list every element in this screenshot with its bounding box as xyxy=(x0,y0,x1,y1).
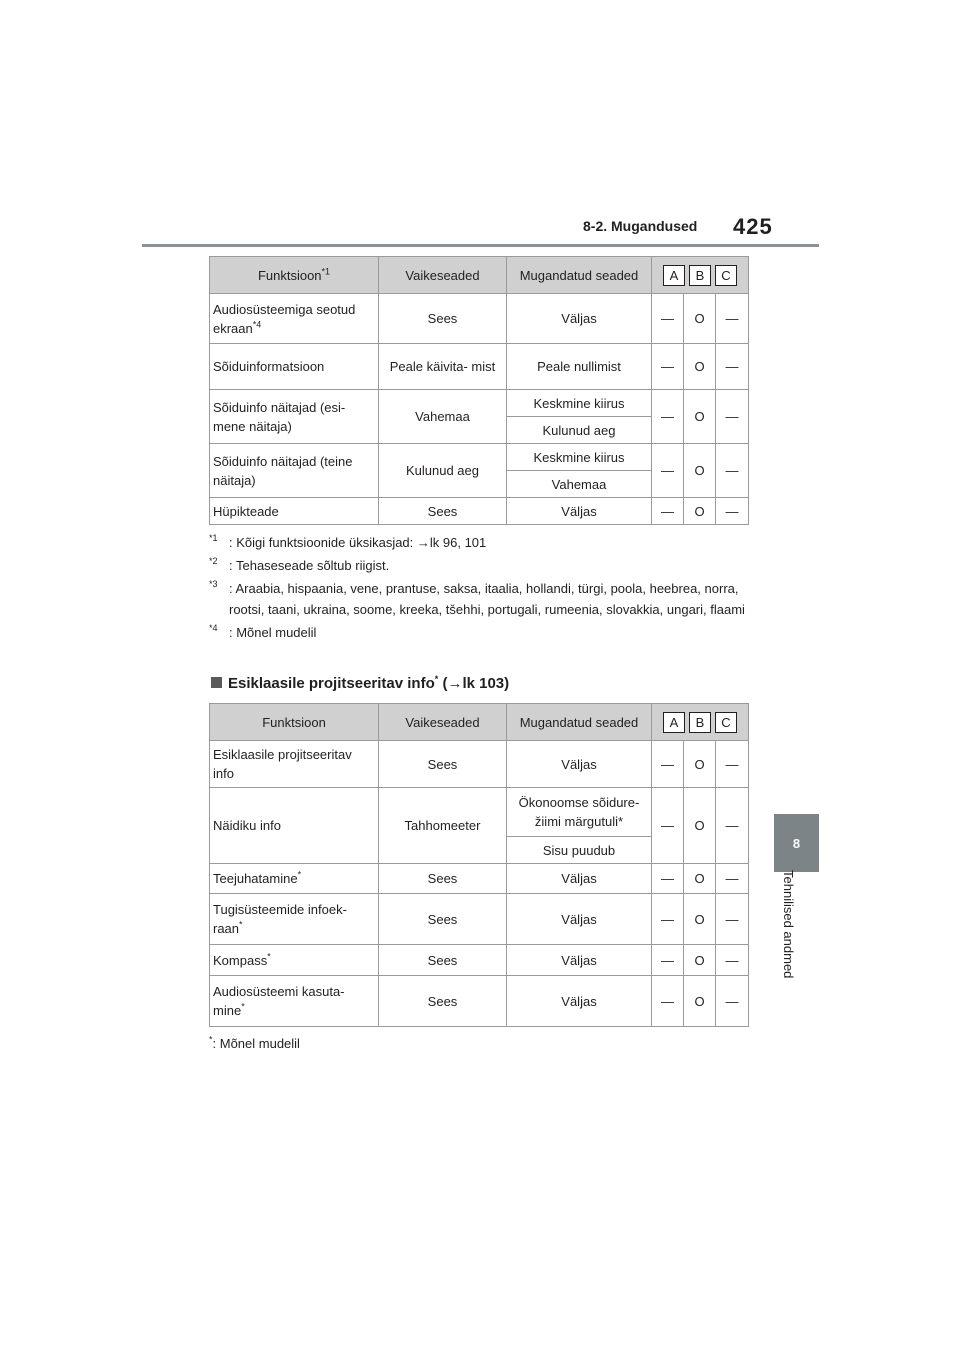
box-c: C xyxy=(715,712,737,733)
cell-c: — xyxy=(716,945,749,976)
note-item: *4 : Mõnel mudelil xyxy=(209,623,317,640)
cell-default: Peale käivita- mist xyxy=(379,344,507,390)
cell-custom: Kulunud aeg xyxy=(507,417,652,444)
cell-b: O xyxy=(684,390,716,444)
table-row xyxy=(210,390,749,417)
table-notes xyxy=(209,532,749,645)
cell-a: — xyxy=(652,390,684,444)
header-function: Funktsioon xyxy=(210,704,379,741)
cell-b: O xyxy=(684,344,716,390)
cell-default: Vahemaa xyxy=(379,390,507,444)
cell-default: Sees xyxy=(379,976,507,1027)
chapter-tab xyxy=(774,814,819,872)
cell-function: Esiklaasile projitseeritav info xyxy=(210,741,379,788)
cell-custom: Väljas xyxy=(507,864,652,894)
cell-function: Tugisüsteemide infoek- raan* xyxy=(210,894,379,945)
cell-custom: Väljas xyxy=(507,294,652,344)
footnote: *: Mõnel mudelil xyxy=(209,1034,300,1051)
cell-b: O xyxy=(684,788,716,864)
cell-default: Sees xyxy=(379,894,507,945)
box-c: C xyxy=(715,265,737,286)
table-row xyxy=(210,976,749,1027)
cell-b: O xyxy=(684,498,716,525)
note-item: *3 : Araabia, hispaania, vene, prantuse, saksa, itaalia, hollandi, türgi, poola, heebrea, norra, rootsi, taani, ukraina, soome, kreeka, tšehhi, portugali, rumeenia, slovakkia, ungari, flaami xyxy=(209,579,745,617)
cell-custom: Keskmine kiirus xyxy=(507,444,652,471)
cell-default: Sees xyxy=(379,945,507,976)
table-row xyxy=(210,294,749,344)
cell-custom: Peale nullimist xyxy=(507,344,652,390)
header-function: Funktsioon$^{*1}$ xyxy=(210,257,379,294)
cell-function: Sõiduinfo näitajad (esi- mene näitaja) xyxy=(210,390,379,444)
cell-a: — xyxy=(652,945,684,976)
page-number: 425 xyxy=(733,214,773,239)
cell-custom: Väljas xyxy=(507,945,652,976)
cell-function: Audiosüsteemi kasuta- mine* xyxy=(210,976,379,1027)
cell-a: — xyxy=(652,788,684,864)
cell-a: — xyxy=(652,894,684,945)
cell-b: O xyxy=(684,976,716,1027)
cell-b: O xyxy=(684,864,716,894)
cell-default: Sees xyxy=(379,294,507,344)
box-a: A xyxy=(663,712,685,733)
table-row xyxy=(210,788,749,837)
table-header xyxy=(210,704,749,741)
cell-a: — xyxy=(652,344,684,390)
cell-c: — xyxy=(716,444,749,498)
cell-b: O xyxy=(684,741,716,788)
cell-function: Hüpikteade xyxy=(210,498,379,525)
cell-function: Sõiduinfo näitajad (teine näitaja) xyxy=(210,444,379,498)
section-heading: Esiklaasile projitseeritav info* (→lk 103) xyxy=(211,675,509,692)
cell-c: — xyxy=(716,741,749,788)
cell-default: Sees xyxy=(379,498,507,525)
table-row xyxy=(210,864,749,894)
cell-a: — xyxy=(652,444,684,498)
cell-a: — xyxy=(652,864,684,894)
cell-b: O xyxy=(684,294,716,344)
cell-c: — xyxy=(716,498,749,525)
cell-b: O xyxy=(684,444,716,498)
box-b: B xyxy=(689,712,711,733)
header-custom: Mugandatud seaded xyxy=(507,704,652,741)
cell-default: Tahhomeeter xyxy=(379,788,507,864)
settings-table-2 xyxy=(209,703,749,1027)
cell-function: Näidiku info xyxy=(210,788,379,864)
header-custom: Mugandatud seaded xyxy=(507,257,652,294)
cell-c: — xyxy=(716,788,749,864)
cell-function: Sõiduinformatsioon xyxy=(210,344,379,390)
settings-table-1 xyxy=(209,256,749,525)
cell-custom: Ökonoomse sõidure- žiimi märgutuli* xyxy=(507,788,652,837)
cell-c: — xyxy=(716,390,749,444)
cell-default: Kulunud aeg xyxy=(379,444,507,498)
cell-custom: Väljas xyxy=(507,498,652,525)
cell-custom: Keskmine kiirus xyxy=(507,390,652,417)
cell-b: O xyxy=(684,894,716,945)
cell-a: — xyxy=(652,741,684,788)
box-b: B xyxy=(689,265,711,286)
table-row xyxy=(210,741,749,788)
header-abc xyxy=(652,704,749,741)
header-default: Vaikeseaded xyxy=(379,257,507,294)
note-item: *2 : Tehaseseade sõltub riigist. xyxy=(209,556,390,573)
cell-function: Audiosüsteemiga seotud ekraan$^{*4}$ xyxy=(210,294,379,344)
table-row xyxy=(210,498,749,525)
cell-custom: Väljas xyxy=(507,976,652,1027)
cell-c: — xyxy=(716,894,749,945)
cell-c: — xyxy=(716,294,749,344)
chapter-number: 8 xyxy=(792,835,801,851)
cell-a: — xyxy=(652,976,684,1027)
table-row xyxy=(210,894,749,945)
bullet-square-icon xyxy=(211,677,222,688)
cell-custom: Väljas xyxy=(507,894,652,945)
note-item: *1 : Kõigi funktsioonide üksikasjad: →lk 96, 101 xyxy=(209,533,487,550)
table-header xyxy=(210,257,749,294)
cell-c: — xyxy=(716,344,749,390)
cell-c: — xyxy=(716,864,749,894)
box-a: A xyxy=(663,265,685,286)
cell-custom: Vahemaa xyxy=(507,471,652,498)
page-reference[interactable]: (→lk 103) xyxy=(442,675,510,692)
cell-a: — xyxy=(652,498,684,525)
chapter-label: Tehnilised andmed xyxy=(781,870,796,979)
cell-custom: Sisu puudub xyxy=(507,837,652,864)
cell-b: O xyxy=(684,945,716,976)
cell-a: — xyxy=(652,294,684,344)
table-row xyxy=(210,945,749,976)
cell-function: Teejuhatamine* xyxy=(210,864,379,894)
table-row xyxy=(210,444,749,471)
table-row xyxy=(210,344,749,390)
cell-function: Kompass* xyxy=(210,945,379,976)
section-title: 8-2. Mugandused xyxy=(583,218,698,234)
header-abc xyxy=(652,257,749,294)
cell-default: Sees xyxy=(379,864,507,894)
cell-c: — xyxy=(716,976,749,1027)
header-default: Vaikeseaded xyxy=(379,704,507,741)
cell-custom: Väljas xyxy=(507,741,652,788)
cell-default: Sees xyxy=(379,741,507,788)
header-divider xyxy=(142,244,819,247)
